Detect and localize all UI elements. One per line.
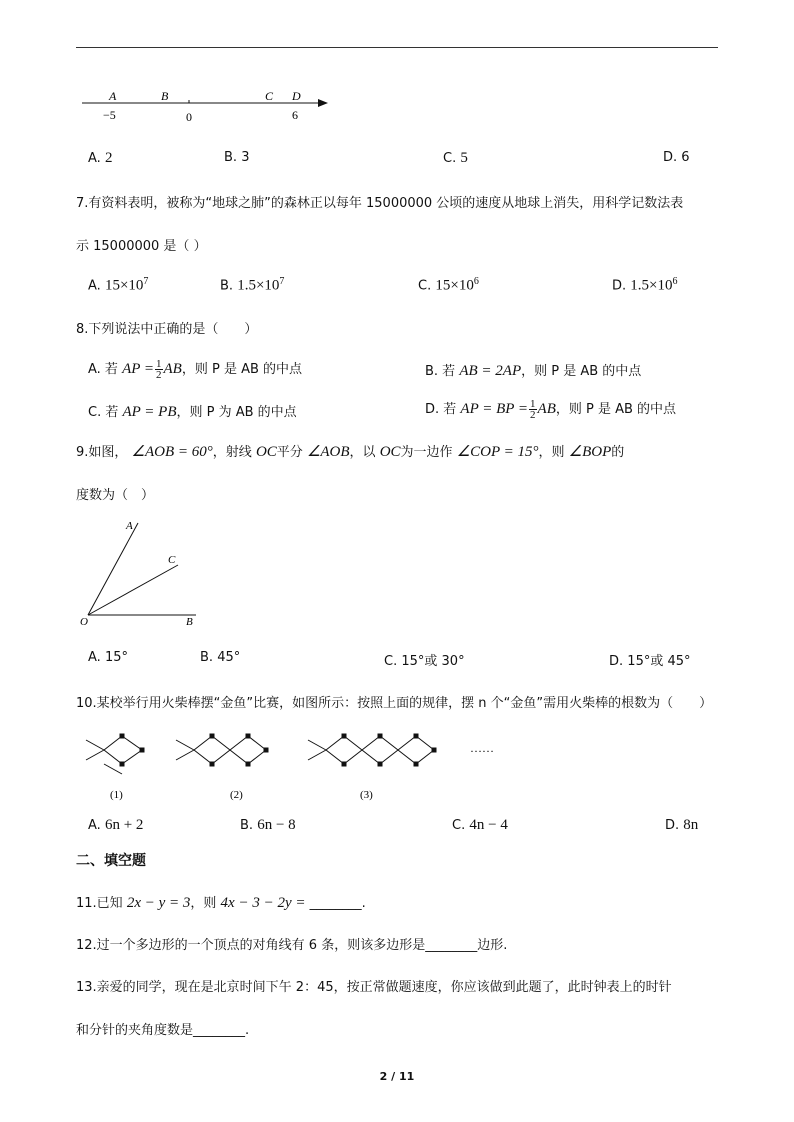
tick-label-6: 6 xyxy=(292,108,298,122)
q7-option-d[interactable]: D. $1.5\times 10^6$ xyxy=(612,276,678,294)
q9-option-b[interactable]: B. 45° xyxy=(200,650,241,665)
tick-label-neg5: −5 xyxy=(103,108,116,122)
angle-figure xyxy=(78,515,208,630)
number-line-figure xyxy=(80,86,340,126)
q10-stem: 10.某校举行用火柴棒摆“金鱼”比赛，如图所示：按照上面的规律，摆 n 个“金鱼”需用火柴棒的根数为（ ） xyxy=(76,696,713,711)
fish-pattern-3 xyxy=(308,734,436,766)
q8-stem: 8.下列说法中正确的是（ ） xyxy=(76,322,258,337)
q8-option-a[interactable]: A. 若 AP = $\frac{1}{2}$ AB，则 P 是 AB 的中点 xyxy=(88,358,303,381)
caption-2: (2) xyxy=(230,789,243,801)
ellipsis: …… xyxy=(470,741,494,755)
q9-option-a[interactable]: A. 15° xyxy=(88,650,128,665)
q9-option-c[interactable]: C. 15°或 30° xyxy=(384,654,465,669)
q9-option-d[interactable]: D. 15°或 45° xyxy=(609,654,691,669)
goldfish-figure xyxy=(84,722,504,804)
q6-option-a[interactable]: A. 2 xyxy=(88,150,113,166)
q7-stem-line2: 示 15000000 是（ ） xyxy=(76,239,207,254)
q10-option-d[interactable]: D. 8n xyxy=(665,817,699,833)
q13-stem-line1: 13.亲爱的同学，现在是北京时间下午 2：45，按正常做题速度，你应该做到此题了，此时钟表上的时针 xyxy=(76,980,672,995)
q10-option-b[interactable]: B. 6n − 8 xyxy=(240,817,296,833)
q7-stem-line1: 7.有资料表明，被称为“地球之肺”的森林正以每年 15000000 公顷的速度从地球上消失，用科学记数法表 xyxy=(76,196,684,211)
label-b: B xyxy=(186,616,193,628)
q8-option-c[interactable]: C. 若 AP = PB，则 P 为 AB 的中点 xyxy=(88,404,297,420)
q7-option-c[interactable]: C. $15\times 10^6$ xyxy=(418,276,479,294)
header-rule xyxy=(76,47,718,48)
q9-stem-line2: 度数为（ ） xyxy=(76,488,155,503)
fish-pattern-2 xyxy=(176,734,268,766)
q8-option-d[interactable]: D. 若 AP = BP = $\frac{1}{2}$ AB，则 P 是 AB 的中点 xyxy=(425,398,677,421)
q7-option-a[interactable]: A. $15\times 10^7$ xyxy=(88,276,149,294)
caption-3: (3) xyxy=(360,789,373,801)
section-heading: 二、填空题 xyxy=(76,853,146,869)
q6-option-b[interactable]: B. 3 xyxy=(224,150,250,165)
page-number: 2 / 11 xyxy=(379,1070,415,1083)
q8-option-b[interactable]: B. 若 AB = 2AP，则 P 是 AB 的中点 xyxy=(425,363,642,379)
label-o: O xyxy=(80,616,88,628)
q6-option-c[interactable]: C. 5 xyxy=(443,150,468,166)
q6-option-d[interactable]: D. 6 xyxy=(663,150,690,165)
q10-option-a[interactable]: A. 6n + 2 xyxy=(88,817,144,833)
tick-label-0: 0 xyxy=(186,110,192,124)
caption-1: (1) xyxy=(110,789,123,801)
q9-stem-line1: 9.如图， ∠AOB = 60°，射线 OC平分 ∠AOB，以 OC为一边作 ∠COP = 15°，则 ∠BOP的 xyxy=(76,444,625,460)
point-label-b: B xyxy=(161,89,169,103)
q11-stem: 11.已知 2x − y = 3，则 4x − 3 − 2y = ________. xyxy=(76,895,366,911)
q11-answer-blank[interactable]: ________. xyxy=(309,896,366,911)
point-label-c: C xyxy=(265,89,274,103)
fish-pattern-1 xyxy=(86,734,144,774)
q13-stem-line2: 和分针的夹角度数是________. xyxy=(76,1023,250,1038)
q12-stem: 12.过一个多边形的一个顶点的对角线有 6 条，则该多边形是________边形. xyxy=(76,938,508,953)
point-label-a: A xyxy=(109,89,117,103)
q10-option-c[interactable]: C. 4n − 4 xyxy=(452,817,508,833)
q7-option-b[interactable]: B. $1.5\times 10^7$ xyxy=(220,276,285,294)
label-a: A xyxy=(126,520,133,532)
label-c: C xyxy=(168,554,176,566)
point-label-d: D xyxy=(292,89,301,103)
